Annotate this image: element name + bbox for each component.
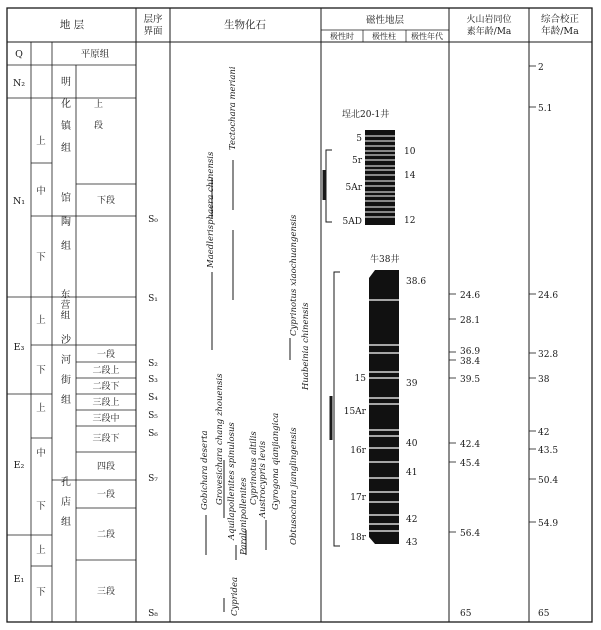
- chron-labels: [343, 134, 363, 227]
- sequence-boundary: S₅: [148, 411, 158, 421]
- polarity-column: [365, 130, 395, 225]
- chron-label: 15Ar: [343, 407, 366, 417]
- series-labels: [36, 135, 46, 598]
- fossil-name: Grovesichara chang zhouensis: [215, 373, 225, 505]
- fossil-name: Obtusochara jianglingensis: [289, 427, 299, 545]
- fossil-name: Gyrogona qianjiangica: [271, 412, 281, 510]
- fossil-name: Paralanipollenites: [239, 477, 249, 555]
- anomaly-label: 39: [406, 379, 418, 389]
- member-label: 二段下: [92, 382, 120, 392]
- chron-label: 18r: [350, 533, 366, 543]
- corrected-age: 43.5: [538, 446, 559, 456]
- magneto-well-2: [331, 253, 426, 548]
- header-sequence-2: 界面: [143, 26, 163, 37]
- formation-label: 平原组: [80, 49, 110, 60]
- formation-vertical: [59, 76, 71, 536]
- sequence-boundary: S₆: [148, 429, 158, 439]
- series-label: 上: [36, 403, 46, 414]
- chron-label: 17r: [350, 493, 366, 503]
- corrected-age: 24.6: [538, 291, 559, 301]
- series-label: 下: [36, 501, 46, 512]
- corrected-age: 2: [538, 63, 544, 73]
- fossil-name: Maedlerisphaera chinensis: [206, 151, 216, 268]
- member-label: 二段上: [92, 366, 120, 376]
- anomaly-label: 12: [404, 216, 416, 226]
- member-label: 三段下: [92, 434, 120, 444]
- fossil-name: Austrocypris levis: [258, 440, 268, 518]
- chron-label: 5Ar: [345, 183, 362, 193]
- corrected-age: 32.8: [538, 350, 559, 360]
- formation-char: 沙河街组: [58, 334, 70, 414]
- volcanic-age: 42.4: [460, 440, 481, 450]
- header-sequence-1: 层序: [143, 14, 163, 25]
- header-magneto: 磁性地层: [365, 15, 405, 26]
- anomaly-label: 14: [404, 171, 416, 181]
- fossil-name: Aquilapollenites spinulosus: [227, 422, 237, 540]
- corrected-age: 38: [538, 375, 550, 385]
- system-label: E₁: [13, 574, 25, 585]
- anomaly-label: 40: [406, 439, 418, 449]
- volcanic-age: 24.6: [460, 291, 481, 301]
- member-label: 二段: [96, 530, 116, 540]
- anomaly-label: 42: [406, 515, 418, 525]
- fossil-name: Tectochara meriani: [228, 66, 238, 150]
- system-label: N₂: [12, 78, 26, 89]
- series-label: 下: [36, 365, 46, 376]
- series-label: 上: [36, 315, 46, 326]
- anomaly-labels: [404, 147, 416, 226]
- header-mag-sub-1: 极性时: [330, 32, 354, 41]
- header-corrected-1: 综合校正: [540, 14, 580, 25]
- member-label: 一段: [96, 350, 116, 360]
- corrected-age: 65: [538, 609, 550, 619]
- sequence-boundary-labels: [148, 215, 158, 619]
- system-label: N₁: [12, 196, 26, 207]
- chron-label: 15: [354, 374, 366, 384]
- volcanic-age: 56.4: [460, 529, 481, 539]
- corrected-age: 5.1: [538, 104, 553, 114]
- header-mag-sub-2: 极性柱: [372, 32, 396, 41]
- anomaly-label: 43: [406, 538, 418, 548]
- member-label: 四段: [96, 462, 116, 472]
- polarity-column: [369, 270, 399, 544]
- well-bracket: [324, 150, 332, 222]
- volcanic-age: 38.4: [460, 357, 481, 367]
- anomaly-labels: [406, 277, 426, 548]
- well-name: 牛38井: [370, 255, 400, 265]
- series-label: 中: [36, 448, 46, 459]
- series-label: 上: [36, 136, 46, 147]
- fossil-name: Cyprinotus altilis: [249, 431, 259, 505]
- fossil-name: Huabeinia chinensis: [301, 302, 311, 390]
- system-label: E₂: [13, 460, 25, 471]
- header-volcanic-2: 素年龄/Ma: [466, 27, 512, 37]
- series-label: 上: [36, 545, 46, 556]
- member-label: 一段: [96, 490, 116, 500]
- volcanic-age: 28.1: [460, 316, 481, 326]
- sequence-boundary: S₁: [148, 294, 158, 304]
- fossil-name: Gobichara deserta: [200, 430, 210, 510]
- series-label: 下: [36, 587, 46, 598]
- corrected-age: 50.4: [538, 476, 559, 486]
- well-bracket: [331, 272, 340, 546]
- sequence-boundary: S₂: [148, 359, 158, 369]
- header-mag-sub-3: 极性年代: [411, 32, 443, 41]
- formation-char: 东营组: [58, 289, 70, 321]
- member-label: 下段: [96, 196, 116, 206]
- series-label: 下: [36, 252, 46, 263]
- header-strata: 地 层: [59, 19, 85, 31]
- sequence-boundary: S₃: [148, 375, 158, 385]
- system-label: E₃: [13, 342, 25, 353]
- anomaly-label: 38.6: [406, 277, 427, 287]
- anomaly-label: 41: [406, 468, 418, 478]
- column-headers: [60, 13, 580, 41]
- volcanic-age: 45.4: [460, 459, 481, 469]
- fossil-name: Cypridea: [230, 576, 240, 616]
- chron-label: 5r: [351, 156, 362, 166]
- formation-char: 孔店组: [58, 476, 70, 536]
- header-volcanic-1: 火山岩同位: [466, 15, 512, 25]
- magneto-well-1: [324, 108, 416, 227]
- volcanic-age: 36.9: [460, 347, 481, 357]
- chron-label: 5: [356, 134, 362, 144]
- sequence-boundary: S₇: [148, 474, 158, 484]
- member-label: 上段: [92, 99, 102, 141]
- sequence-boundary: S₈: [148, 609, 158, 619]
- series-label: 中: [36, 186, 46, 197]
- corrected-age: 54.9: [538, 519, 559, 529]
- member-label: 三段: [96, 587, 116, 597]
- sequence-boundary: S₄: [148, 393, 158, 403]
- header-fossils: 生物化石: [224, 19, 266, 31]
- volcanic-age: 65: [460, 609, 472, 619]
- anomaly-label: 10: [404, 147, 416, 157]
- corrected-age: 42: [538, 428, 550, 438]
- formation-char: 明化镇组: [58, 76, 70, 164]
- well-name: 埕北20-1井: [342, 110, 390, 120]
- volcanic-age: 39.5: [460, 375, 481, 385]
- header-corrected-2: 年龄/Ma: [541, 26, 579, 37]
- member-label: 三段上: [92, 398, 120, 408]
- member-label: 三段中: [92, 414, 120, 424]
- formation-char: 馆陶组: [58, 192, 70, 264]
- chron-label: 5AD: [342, 217, 362, 227]
- fossil-names: [200, 66, 311, 616]
- sequence-boundary: S₀: [148, 215, 158, 225]
- fossil-name: Cyprinotus xiaochuangensis: [289, 214, 299, 336]
- member-labels: [92, 98, 120, 597]
- chron-label: 16r: [350, 446, 366, 456]
- corrected-age-column: [529, 63, 558, 619]
- system-label: Q: [15, 49, 23, 60]
- system-labels: [13, 49, 25, 585]
- chron-labels: [344, 374, 367, 543]
- volcanic-age-column: [449, 291, 480, 619]
